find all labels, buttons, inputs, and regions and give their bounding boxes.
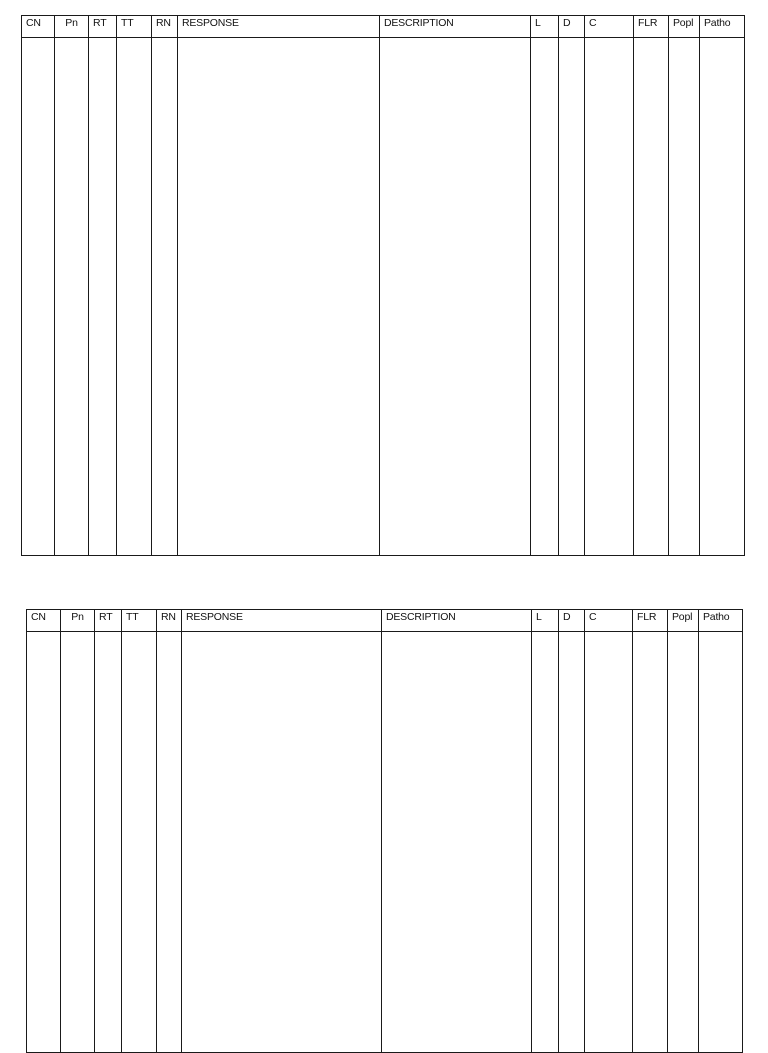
column-header-l: L [532,610,559,632]
cell-description[interactable] [380,38,531,556]
cell-l[interactable] [531,38,559,556]
cell-rn[interactable] [157,632,182,1053]
column-header-rn: RN [152,16,178,38]
column-header-rt: RT [95,610,122,632]
header-row [27,610,743,632]
cell-pn[interactable] [55,38,89,556]
cell-description[interactable] [382,632,532,1053]
cell-tt[interactable] [117,38,152,556]
column-header-rn: RN [157,610,182,632]
column-header-pn: Pn [55,16,89,38]
column-header-flr: FLR [634,16,669,38]
header-row [22,16,745,38]
entry-row [27,632,743,1053]
cell-cn[interactable] [22,38,55,556]
cell-rt[interactable] [89,38,117,556]
cell-rt[interactable] [95,632,122,1053]
column-header-pn: Pn [61,610,95,632]
cell-popl[interactable] [668,632,699,1053]
scoring-table-1 [21,15,745,556]
cell-patho[interactable] [700,38,745,556]
column-header-description: DESCRIPTION [382,610,532,632]
column-header-cn: CN [27,610,61,632]
column-header-patho: Patho [700,16,745,38]
cell-d[interactable] [559,632,585,1053]
scoring-table-2 [26,609,743,1053]
cell-flr[interactable] [634,38,669,556]
cell-response[interactable] [182,632,382,1053]
column-header-response: RESPONSE [182,610,382,632]
column-header-popl: Popl [669,16,700,38]
column-header-tt: TT [122,610,157,632]
cell-c[interactable] [585,632,633,1053]
column-header-rt: RT [89,16,117,38]
column-header-cn: CN [22,16,55,38]
column-header-tt: TT [117,16,152,38]
column-header-flr: FLR [633,610,668,632]
cell-d[interactable] [559,38,585,556]
cell-l[interactable] [532,632,559,1053]
column-header-d: D [559,16,585,38]
column-header-d: D [559,610,585,632]
column-header-c: C [585,16,634,38]
column-header-c: C [585,610,633,632]
cell-pn[interactable] [61,632,95,1053]
cell-patho[interactable] [699,632,743,1053]
column-header-patho: Patho [699,610,743,632]
cell-rn[interactable] [152,38,178,556]
column-header-l: L [531,16,559,38]
column-header-description: DESCRIPTION [380,16,531,38]
cell-tt[interactable] [122,632,157,1053]
cell-popl[interactable] [669,38,700,556]
cell-response[interactable] [178,38,380,556]
column-header-popl: Popl [668,610,699,632]
entry-row [22,38,745,556]
column-header-response: RESPONSE [178,16,380,38]
cell-c[interactable] [585,38,634,556]
cell-cn[interactable] [27,632,61,1053]
cell-flr[interactable] [633,632,668,1053]
